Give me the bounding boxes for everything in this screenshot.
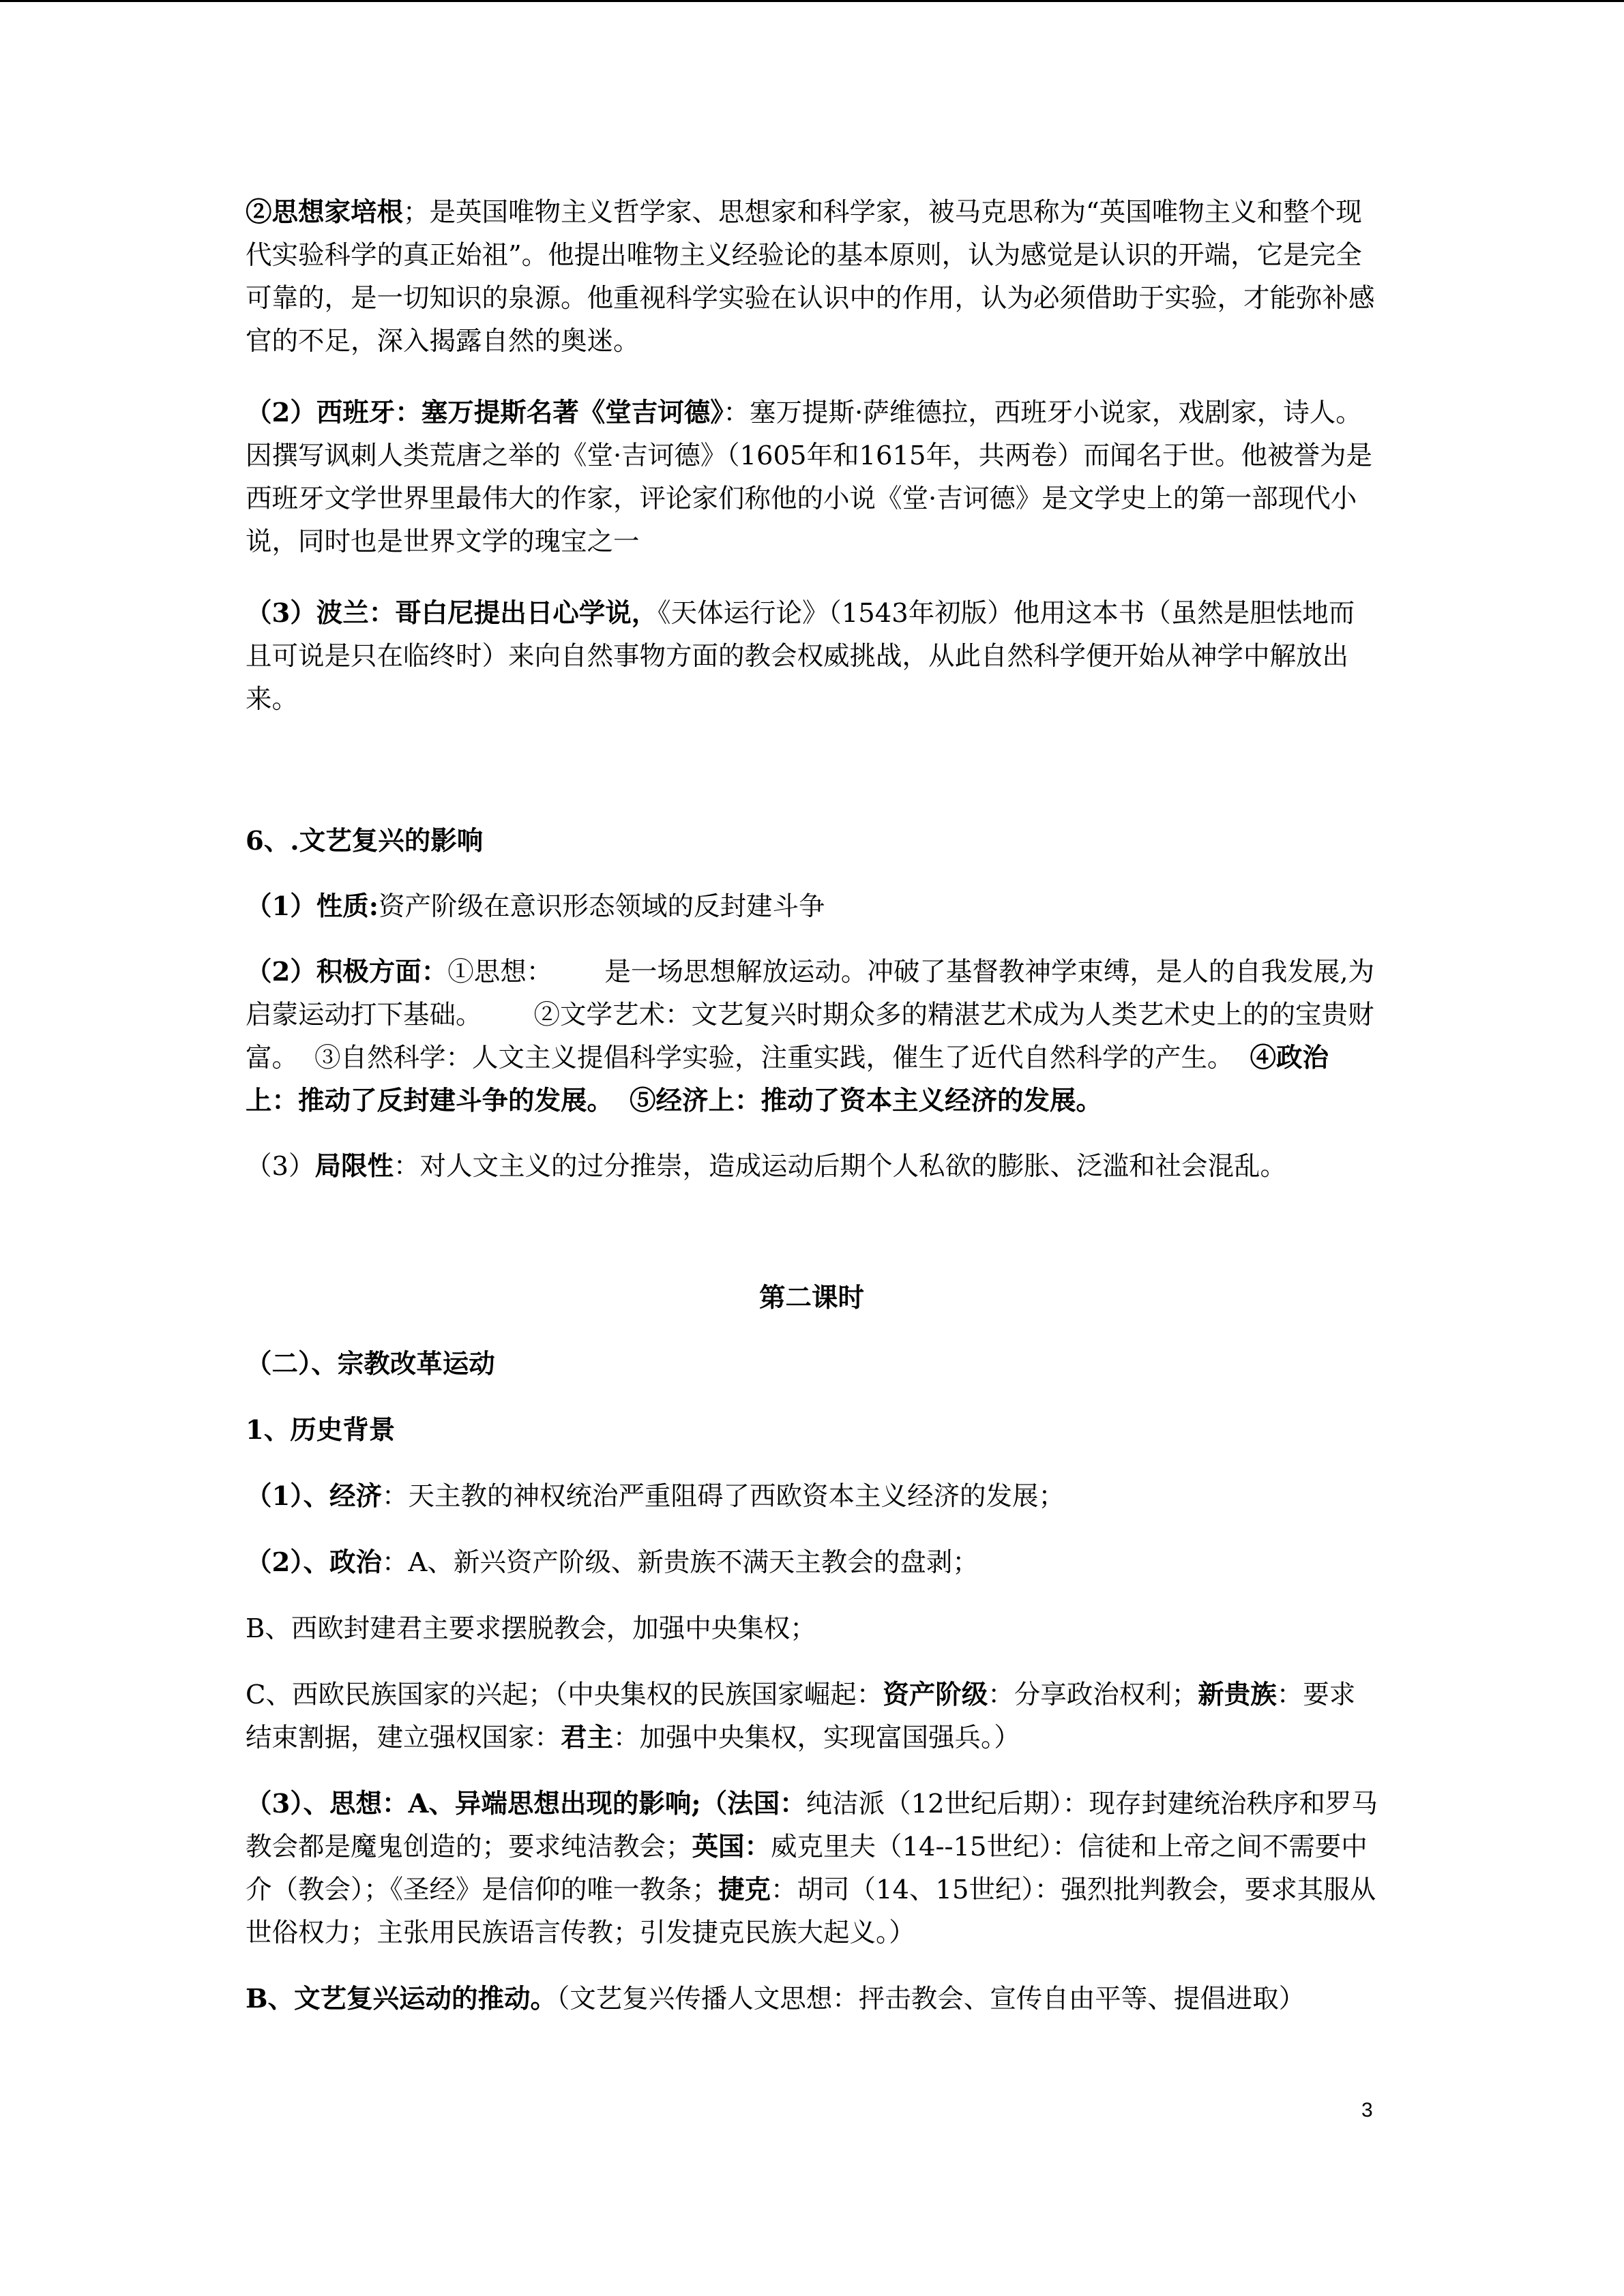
- nature-text: 资产阶级在意识形态领域的反封建斗争: [379, 891, 825, 922]
- thought-heading: （3）、思想：A、异端思想出现的影响;（法国：: [246, 1789, 806, 1819]
- paragraph-poland: [246, 592, 1378, 721]
- nature-paragraph: [246, 885, 1378, 928]
- poland-text: 《天体运行论》（1543年初版）他用这本书（虽然是胆怯地而且可说是只在临终时）来向自然事物方面的教会权威挑战，从此自然科学便开始从神学中解放出来。: [246, 598, 1355, 715]
- background-thought: [246, 1783, 1378, 1954]
- positive-literature: ②文学艺术：文艺复兴时期众多的精湛艺术成为人类艺术史上的的宝贵财富。: [246, 1000, 1374, 1073]
- limitation-number: （3）: [246, 1151, 315, 1182]
- thought-b-heading: B、文艺复兴运动的推动。: [246, 1984, 557, 2014]
- thought-czech-heading: 捷克: [718, 1875, 771, 1905]
- thought-england: 威克里夫（14--15世纪）：信徒和上帝之间不需要中介（教会）；《圣经》是信仰的唯一教条；: [246, 1832, 1368, 1905]
- paragraph-spain: [246, 391, 1378, 563]
- positive-economy: ⑤经济上：推动了资本主义经济的发展。: [630, 1086, 1103, 1116]
- positive-paragraph: [246, 951, 1378, 1122]
- positive-heading: （2）积极方面：: [246, 957, 448, 987]
- thought-b-text: （文艺复兴传播人文思想：抨击教会、宣传自由平等、提倡进取）: [557, 1984, 1305, 2014]
- thought-france: 纯洁派（12世纪后期）：现存封建统治秩序和罗马教会都是魔鬼创造的；要求纯洁教会；: [246, 1789, 1378, 1862]
- lesson-2-title: 第二课时: [758, 1283, 864, 1313]
- thought-czech: ：胡司（14、15世纪）：强烈批判教会，要求其服从世俗权力；主张用民族语言传教；引发捷克民族大起义。）: [246, 1875, 1376, 1948]
- positive-politics: ④政治上：推动了反封建斗争的发展。: [246, 1043, 1329, 1116]
- thought-b: [246, 1978, 1378, 2021]
- spain-text: ：塞万提斯·萨维德拉，西班牙小说家，戏剧家，诗人。因撰写讽刺人类荒唐之举的《堂·吉诃德》（1605年和1615年，共两卷）而闻名于世。他被誉为是西班牙文学世界里最伟大的作家，评论家们称他的小说《堂·吉诃德》是文学史上的第一部现代小说，同时也是世界文学的瑰宝之一: [246, 398, 1372, 557]
- economy-text: ：天主教的神权统治严重阻碍了西欧资本主义经济的发展；: [382, 1481, 1065, 1512]
- bacon-term: 思想家培根: [271, 197, 404, 228]
- politics-c: C、西欧民族国家的兴起；（中央集权的民族国家崛起：资产阶级：分享政治权利；新贵族：要求结束割据，建立强权国家：君主：加强中央集权，实现富国强兵。）: [246, 1680, 1356, 1753]
- background-economy: [246, 1475, 1378, 1518]
- spain-heading: （2）西班牙：塞万提斯名著《堂吉诃德》: [246, 398, 724, 428]
- page-number: 3: [1361, 2099, 1373, 2121]
- nature-heading: （1）性质:: [246, 891, 379, 922]
- politics-b: B、西欧封建君主要求摆脱教会，加强中央集权；: [246, 1613, 816, 1644]
- section-2-1-title: 1、历史背景: [246, 1415, 396, 1446]
- positive-science: ③自然科学：人文主义提倡科学实验，注重实践，催生了近代自然科学的产生。: [314, 1043, 1234, 1073]
- paragraph-bacon: [246, 191, 1378, 363]
- top-border-line: [0, 0, 1624, 2]
- economy-heading: （1）、经济: [246, 1481, 383, 1512]
- positive-thought-text: 是一场思想解放运动。冲破了基督教神学束缚，是人的自我发展,为启蒙运动打下基础。: [246, 957, 1375, 1030]
- thought-england-heading: 英国：: [692, 1832, 771, 1862]
- poland-heading: （3）波兰：哥白尼提出日心学说，: [246, 598, 658, 629]
- limitation-text: ：对人文主义的过分推崇，造成运动后期个人私欲的膨胀、泛滥和社会混乱。: [394, 1151, 1287, 1182]
- politics-text-a: ：A、新兴资产阶级、新贵族不满天主教会的盘剥；: [382, 1547, 979, 1578]
- positive-thought-label: ①思想：: [447, 957, 553, 987]
- limitation-paragraph: [246, 1145, 1378, 1188]
- politics-heading: （2）、政治: [246, 1547, 383, 1578]
- bacon-number: ②: [246, 197, 272, 228]
- background-politics: [246, 1541, 1378, 1584]
- limitation-heading: 局限性: [314, 1151, 394, 1182]
- section-2-title: （二）、宗教改革运动: [246, 1349, 495, 1380]
- bacon-text: ；是英国唯物主义哲学家、思想家和科学家，被马克思称为“英国唯物主义和整个现代实验科学的真正始祖”。他提出唯物主义经验论的基本原则，认为感觉是认识的开端，它是完全可靠的，是一切知识的泉源。他重视科学实验在认识中的作用，认为必须借助于实验，才能弥补感官的不足，深入揭露自然的奥迷。: [246, 197, 1375, 357]
- document-page: [246, 191, 1378, 2021]
- section-6-title: 6、.文艺复兴的影响: [246, 826, 484, 856]
